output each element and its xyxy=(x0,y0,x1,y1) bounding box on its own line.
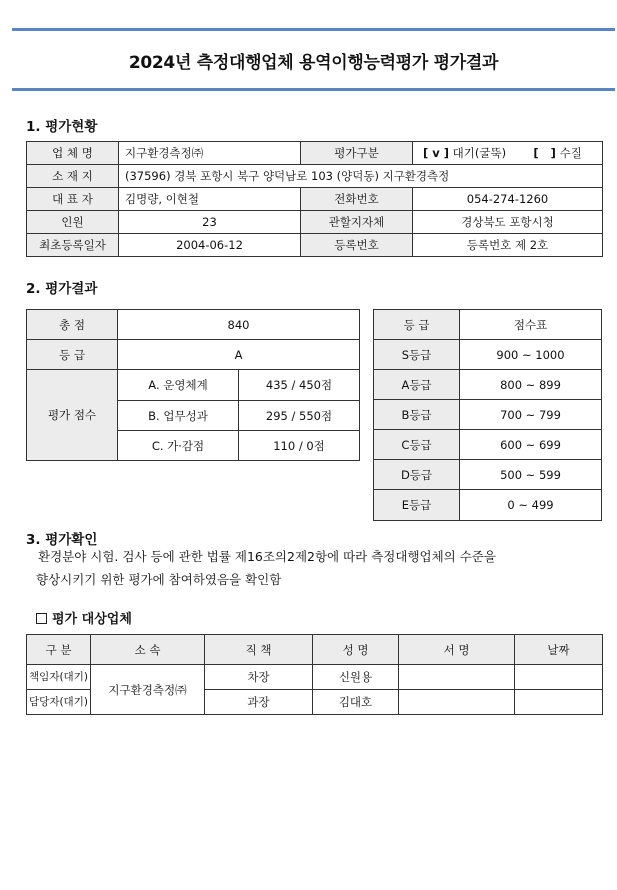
scale-grade: B등급 xyxy=(374,400,460,430)
scale-grade: A등급 xyxy=(374,370,460,400)
scale-header-row xyxy=(374,310,602,340)
category-air: 대기(굴뚝) xyxy=(452,146,507,160)
authority-label: 관할지자체 xyxy=(301,211,413,234)
category-water-mark: [ ] xyxy=(533,146,556,160)
scale-grade: E등급 xyxy=(374,490,460,521)
affiliation-cell: 지구환경측정㈜ xyxy=(91,665,205,715)
date-field[interactable] xyxy=(515,690,603,715)
header-affiliation: 소 속 xyxy=(91,635,205,665)
scale-row xyxy=(374,430,602,460)
date-field[interactable] xyxy=(515,665,603,690)
score-name: B. 업무성과 xyxy=(118,401,239,431)
scale-grade: S등급 xyxy=(374,340,460,370)
ceo-value: 김명량, 이현철 xyxy=(119,188,301,211)
status-table xyxy=(26,141,603,257)
title-bottom-rule xyxy=(12,88,615,91)
header-name: 성 명 xyxy=(313,635,399,665)
header-role: 구 분 xyxy=(27,635,91,665)
sign-field[interactable] xyxy=(399,690,515,715)
company-row xyxy=(27,142,603,165)
target-subheading xyxy=(36,608,132,627)
sign-field[interactable] xyxy=(399,665,515,690)
phone-value: 054-274-1260 xyxy=(413,188,603,211)
scale-row xyxy=(374,460,602,490)
regdate-label: 최초등록일자 xyxy=(27,234,119,257)
scale-range: 0 ~ 499 xyxy=(460,490,602,521)
target-header-row xyxy=(27,635,603,665)
score-value: 295 / 550점 xyxy=(239,401,360,431)
name-cell: 김대호 xyxy=(313,690,399,715)
target-table xyxy=(26,634,603,715)
total-value: 840 xyxy=(118,310,360,340)
company-label: 업 체 명 xyxy=(27,142,119,165)
address-label: 소 재 지 xyxy=(27,165,119,188)
address-value: (37596) 경북 포항시 북구 양덕남로 103 (양덕동) 지구환경측정 xyxy=(119,165,603,188)
result-table xyxy=(26,309,360,461)
scale-range: 600 ~ 699 xyxy=(460,430,602,460)
role-cell: 담당자(대기) xyxy=(27,690,91,715)
score-name: A. 운영체계 xyxy=(118,370,239,401)
position-cell: 과장 xyxy=(205,690,313,715)
category-label: 평가구분 xyxy=(301,142,413,165)
scale-range: 900 ~ 1000 xyxy=(460,340,602,370)
regdate-row xyxy=(27,234,603,257)
confirm-line-2: 향상시키기 위한 평가에 참여하였음을 확인함 xyxy=(36,572,282,587)
scale-header-range: 점수표 xyxy=(460,310,602,340)
grade-row xyxy=(27,340,360,370)
role-cell: 책임자(대기) xyxy=(27,665,91,690)
score-label: 평가 점수 xyxy=(27,370,118,461)
total-label: 총 점 xyxy=(27,310,118,340)
grade-scale-table xyxy=(373,309,602,521)
scale-row xyxy=(374,340,602,370)
section1-heading: 1. 평가현황 xyxy=(26,119,98,135)
address-row xyxy=(27,165,603,188)
position-cell: 차장 xyxy=(205,665,313,690)
target-subheading-text: 평가 대상업체 xyxy=(52,612,132,627)
category-air-mark: [ v ] xyxy=(423,146,450,160)
score-name: C. 가·감점 xyxy=(118,431,239,461)
confirm-line-1: 환경분야 시험. 검사 등에 관한 법률 제16조의2제2항에 따라 측정대행업체의 수준을 xyxy=(38,549,496,564)
authority-value: 경상북도 포항시청 xyxy=(413,211,603,234)
header-sign: 서 명 xyxy=(399,635,515,665)
total-row xyxy=(27,310,360,340)
grade-value: A xyxy=(118,340,360,370)
square-bullet-icon xyxy=(36,613,47,624)
category-value xyxy=(413,142,603,165)
staff-label: 인원 xyxy=(27,211,119,234)
target-row xyxy=(27,665,603,690)
scale-row xyxy=(374,400,602,430)
grade-label: 등 급 xyxy=(27,340,118,370)
section3-heading: 3. 평가확인 xyxy=(26,532,98,548)
regno-value: 등록번호 제 2호 xyxy=(413,234,603,257)
score-value: 110 / 0점 xyxy=(239,431,360,461)
score-value: 435 / 450점 xyxy=(239,370,360,401)
name-cell: 신원용 xyxy=(313,665,399,690)
scale-range: 700 ~ 799 xyxy=(460,400,602,430)
section2-heading: 2. 평가결과 xyxy=(26,281,98,297)
ceo-row xyxy=(27,188,603,211)
header-date: 날짜 xyxy=(515,635,603,665)
scale-header-grade: 등 급 xyxy=(374,310,460,340)
staff-row xyxy=(27,211,603,234)
company-value: 지구환경측정㈜ xyxy=(119,142,301,165)
scale-range: 800 ~ 899 xyxy=(460,370,602,400)
header-position: 직 책 xyxy=(205,635,313,665)
category-water: 수질 xyxy=(559,146,582,160)
scale-grade: D등급 xyxy=(374,460,460,490)
regdate-value: 2004-06-12 xyxy=(119,234,301,257)
regno-label: 등록번호 xyxy=(301,234,413,257)
scale-row xyxy=(374,370,602,400)
scale-grade: C등급 xyxy=(374,430,460,460)
score-row xyxy=(27,370,360,401)
scale-row xyxy=(374,490,602,521)
staff-value: 23 xyxy=(119,211,301,234)
ceo-label: 대 표 자 xyxy=(27,188,119,211)
phone-label: 전화번호 xyxy=(301,188,413,211)
top-rule xyxy=(12,28,615,31)
page-title: 2024년 측정대행업체 용역이행능력평가 평가결과 xyxy=(128,53,499,73)
scale-range: 500 ~ 599 xyxy=(460,460,602,490)
